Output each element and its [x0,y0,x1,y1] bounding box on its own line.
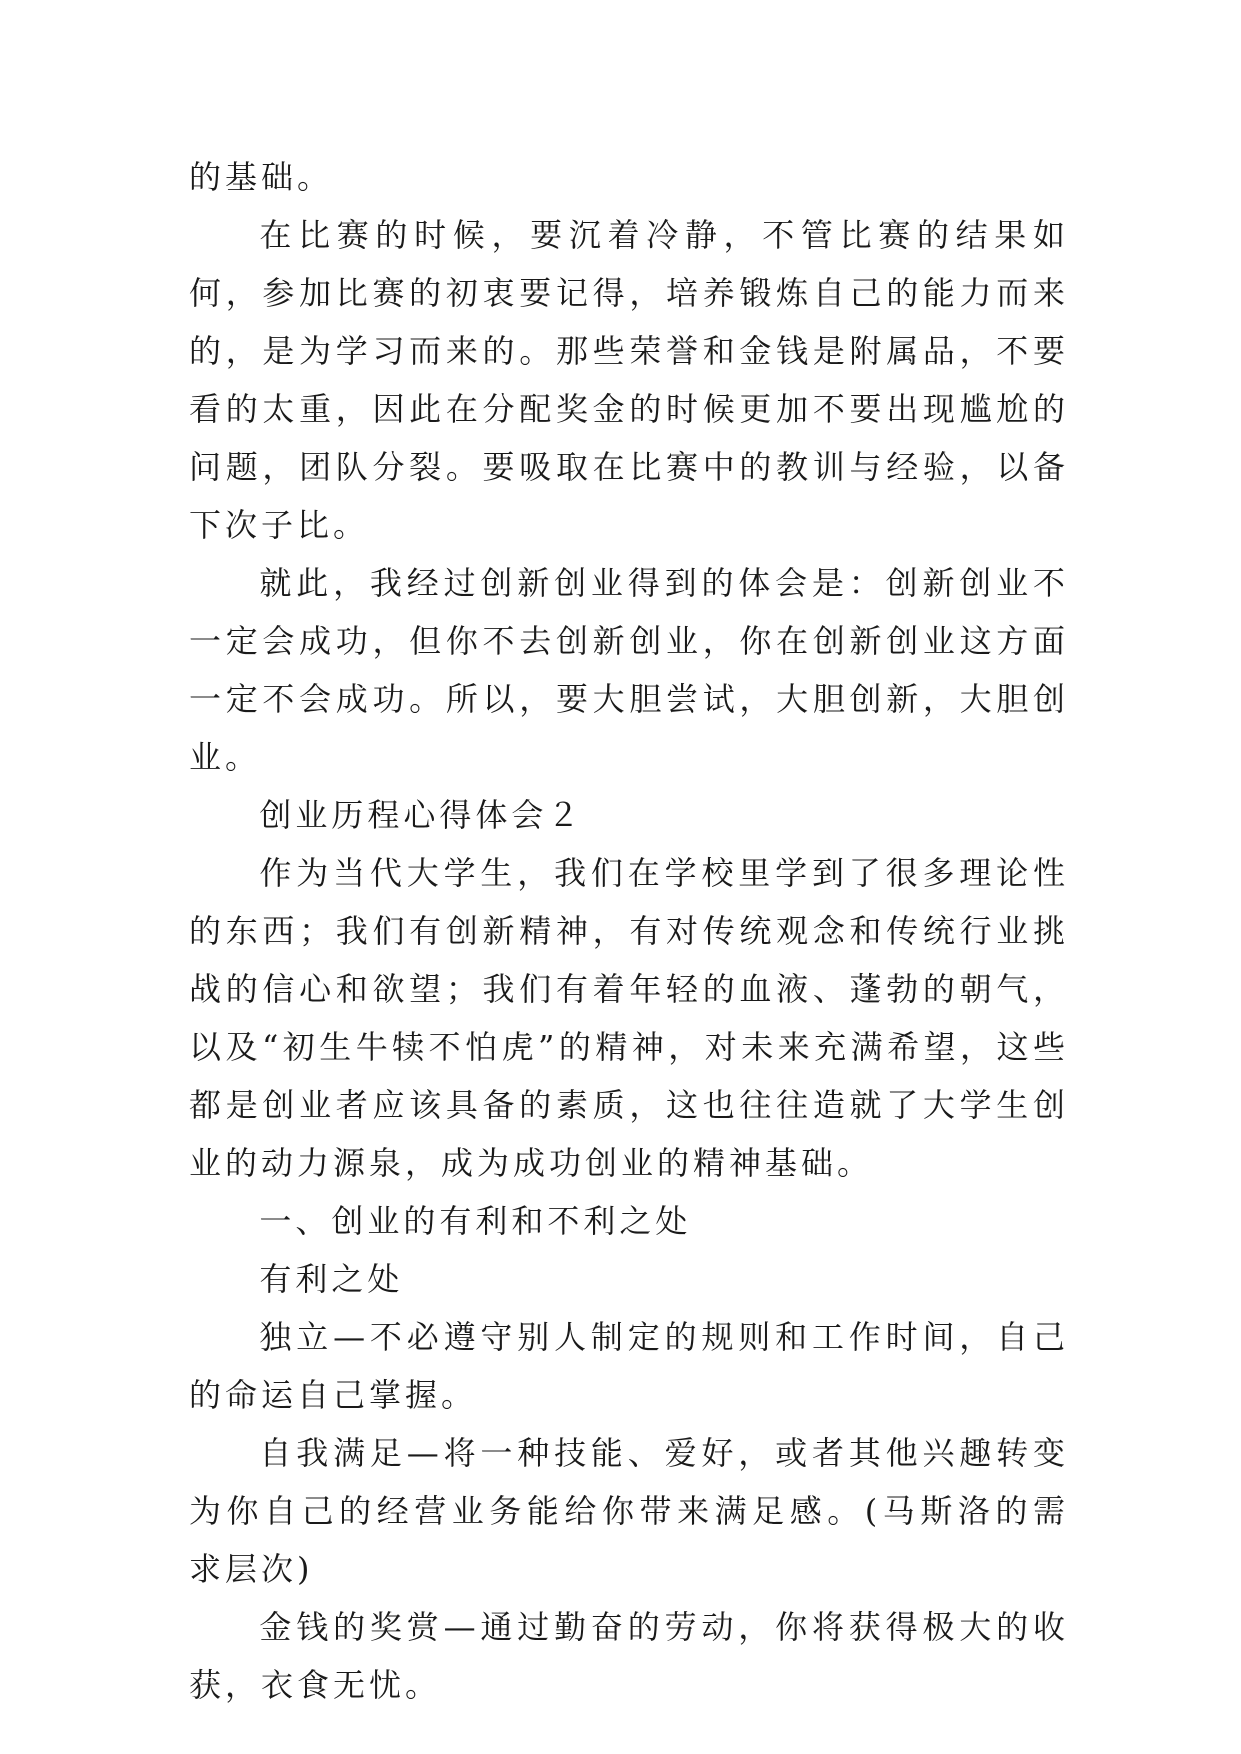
paragraph-continuation: 的基础。 [189,158,334,196]
list-item-self-satisfaction: 自我满足—将一种技能、爱好，或者其他兴趣转变为你自己的经营业务能给你带来满足感。(马斯洛的需求层次) [189,1434,1069,1588]
paragraph-competition: 在比赛的时候，要沉着冷静，不管比赛的结果如何，参加比赛的初衷要记得，培养锻炼自己的能力而来的，是为学习而来的。那些荣誉和金钱是附属品，不要看的太重，因此在分配奖金的时候更加不要出现尴尬的问题，团队分裂。要吸取在比赛中的教训与经验，以备下次子比。 [189,216,1069,544]
heading-advantages: 有利之处 [259,1260,404,1298]
paragraph-conclusion: 就此，我经过创新创业得到的体会是：创新创业不一定会成功，但你不去创新创业，你在创新创业这方面一定不会成功。所以，要大胆尝试，大胆创新，大胆创业。 [189,564,1069,776]
document-body [189,148,1069,1714]
paragraph-students: 作为当代大学生，我们在学校里学到了很多理论性的东西；我们有创新精神，有对传统观念和传统行业挑战的信心和欲望；我们有着年轻的血液、蓬勃的朝气，以及“初生牛犊不怕虎”的精神，对未来充满希望，这些都是创业者应该具备的素质，这也往往造就了大学生创业的动力源泉，成为成功创业的精神基础。 [189,854,1069,1182]
heading-pros-cons: 一、创业的有利和不利之处 [259,1202,692,1240]
list-item-money-reward: 金钱的奖赏—通过勤奋的劳动，你将获得极大的收获，衣食无忧。 [189,1608,1069,1704]
section-title: 创业历程心得体会２ [259,796,584,834]
list-item-independence: 独立—不必遵守别人制定的规则和工作时间，自己的命运自己掌握。 [189,1318,1069,1414]
